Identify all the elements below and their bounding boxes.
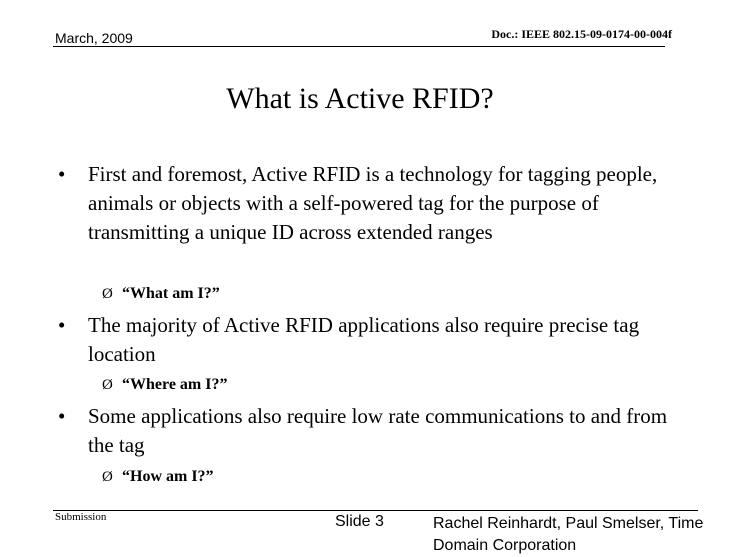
bullet-text: The majority of Active RFID applications also require precise tag location [88, 313, 640, 366]
arrow-icon: Ø [102, 286, 113, 302]
footer-submission: Submission [55, 511, 107, 523]
bullet-marker: • [58, 313, 66, 337]
sub-bullet-text: “Where am I?” [122, 376, 228, 393]
footer-divider [53, 510, 698, 511]
header-date: March, 2009 [55, 30, 133, 46]
bullet-3 [58, 402, 678, 460]
sub-bullet-2 [102, 375, 227, 395]
bullet-marker: • [58, 162, 66, 186]
bullet-text: Some applications also require low rate communications to and from the tag [88, 404, 668, 457]
header-divider [53, 46, 665, 47]
footer-author: Rachel Reinhardt, Paul Smelser, Time Domain Corporation [433, 515, 704, 554]
header-doc-id: Doc.: IEEE 802.15-09-0174-00-004f [491, 27, 672, 41]
bullet-2 [58, 311, 678, 369]
slide-title: What is Active RFID? [226, 82, 494, 115]
sub-bullet-text: “How am I?” [122, 468, 214, 485]
arrow-icon: Ø [102, 469, 113, 485]
sub-bullet-text: “What am I?” [122, 285, 220, 302]
sub-bullet-3 [102, 467, 214, 487]
bullet-text: First and foremost, Active RFID is a technology for tagging people, animals or objects with a self-powered tag for the purpose of transmitting a unique ID across extended ranges [88, 162, 658, 244]
footer-slide-number: Slide 3 [335, 513, 384, 530]
arrow-icon: Ø [102, 377, 113, 393]
sub-bullet-1 [102, 284, 220, 304]
bullet-marker: • [58, 404, 66, 428]
bullet-1 [58, 160, 678, 247]
